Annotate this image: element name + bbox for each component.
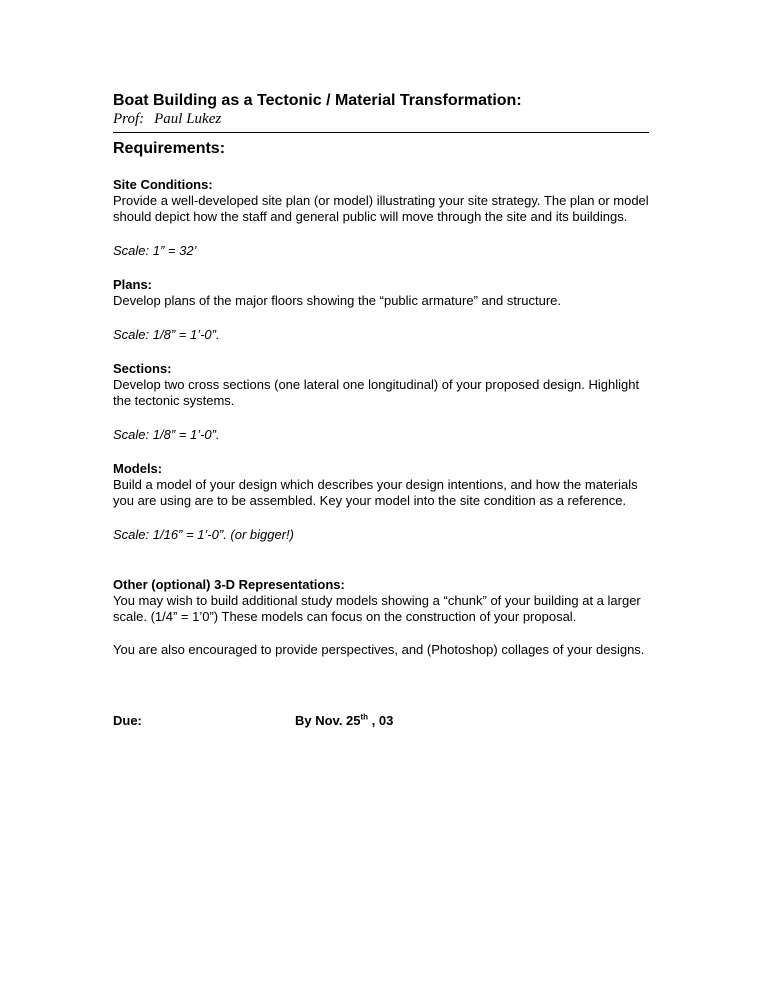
section-body: Develop two cross sections (one lateral one longitudinal) of your proposed design. Highlight the tectonic systems.: [113, 377, 640, 408]
section-scale: Scale: 1/8” = 1’-0”.: [113, 327, 220, 342]
section-other-representations: [113, 577, 653, 658]
section-body: Build a model of your design which describes your design intentions, and how the materials you are using are to be assembled. Key your model into the site condition as a reference.: [113, 477, 638, 508]
section-models: [113, 461, 653, 543]
section-heading: Site Conditions:: [113, 177, 213, 192]
due-row: [113, 713, 653, 729]
section-body: Provide a well-developed site plan (or model) illustrating your site strategy. The plan or model should depict how the staff and general public will move through the site and its buildings.: [113, 193, 649, 224]
document-content: [113, 91, 653, 729]
section-heading: Plans:: [113, 277, 153, 292]
professor-prefix: Prof:: [113, 111, 145, 127]
section-heading: Sections:: [113, 361, 172, 376]
section-scale: Scale: 1” = 32’: [113, 243, 197, 258]
section-extra-paragraph: You are also encouraged to provide perspectives, and (Photoshop) collages of your designs.: [113, 642, 645, 657]
professor-name: Paul Lukez: [154, 111, 222, 127]
section-body: Develop plans of the major floors showing the “public armature” and structure.: [113, 293, 561, 308]
due-date-suffix: , 03: [368, 713, 394, 728]
due-date-superscript: th: [360, 712, 369, 722]
document-title: Boat Building as a Tectonic / Material Transformation:: [113, 92, 522, 109]
due-date: [295, 713, 393, 728]
section-plans: [113, 277, 653, 343]
section-body: You may wish to build additional study models showing a “chunk” of your building at a larger scale. (1/4” = 1’0”) These models can focus on the construction of your proposal.: [113, 593, 641, 624]
professor-line: [113, 110, 649, 133]
requirements-heading: Requirements:: [113, 140, 226, 157]
due-date-prefix: By Nov. 25: [295, 713, 361, 728]
section-scale: Scale: 1/16” = 1’-0”. (or bigger!): [113, 527, 294, 542]
due-label: Due:: [113, 713, 142, 728]
section-sections: [113, 361, 653, 443]
section-site-conditions: [113, 177, 653, 259]
section-heading: Models:: [113, 461, 163, 476]
section-heading: Other (optional) 3-D Representations:: [113, 577, 345, 592]
section-scale: Scale: 1/8” = 1’-0”.: [113, 427, 220, 442]
